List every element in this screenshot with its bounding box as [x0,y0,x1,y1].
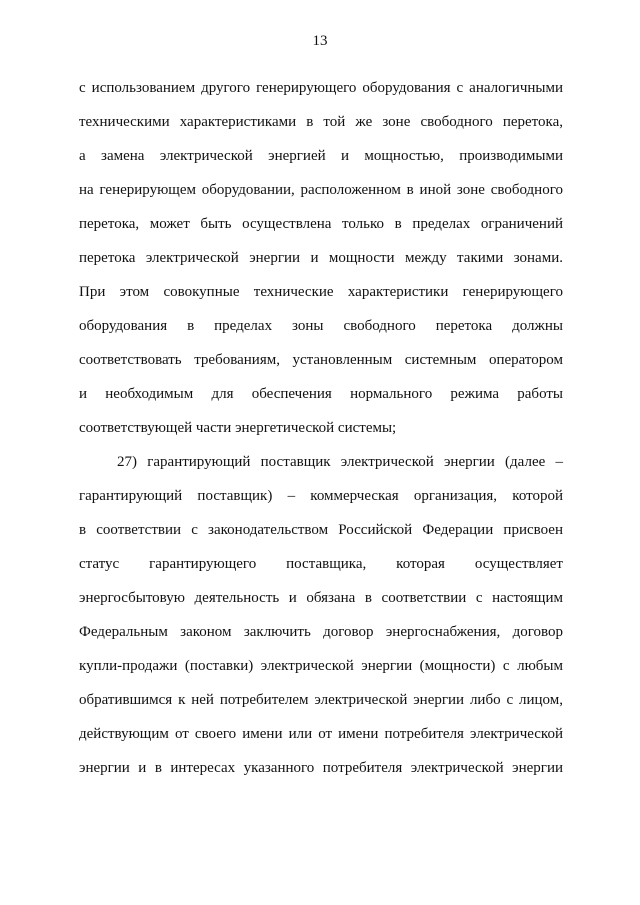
text-line: гарантирующий поставщик) – коммерческая организация, которой [79,488,563,504]
text-line: Федеральным законом заключить договор энергоснабжения, договор [79,624,563,640]
text-line: энергии и в интересах указанного потребителя электрической энергии [79,760,563,776]
text-line: соответствующей части энергетической системы; [79,420,397,436]
text-line: перетока электрической энергии и мощности между такими зонами. [79,250,563,266]
page-number: 13 [312,33,328,49]
document-body [79,78,563,792]
text-line: действующим от своего имени или от имени потребителя электрической [79,726,563,742]
text-line: в соответствии с законодательством Российской Федерации присвоен [79,522,563,538]
text-line: купли-продажи (поставки) электрической энергии (мощности) с любым [79,658,563,674]
text-line: на генерирующем оборудовании, расположенном в иной зоне свободного [79,182,563,198]
text-line: и необходимым для обеспечения нормального режима работы [79,386,563,402]
text-line: перетока, может быть осуществлена только в пределах ограничений [79,216,563,232]
text-line: При этом совокупные технические характеристики генерирующего [79,284,563,300]
text-line: статус гарантирующего поставщика, которая осуществляет [79,556,563,572]
paragraph-continuation [79,78,563,452]
text-line: энергосбытовую деятельность и обязана в соответствии с настоящим [79,590,563,606]
text-line: соответствовать требованиям, установленным системным оператором [79,352,563,368]
paragraph-item-27 [79,452,563,792]
text-line: с использованием другого генерирующего оборудования с аналогичными [79,80,563,96]
text-line: оборудования в пределах зоны свободного перетока должны [79,318,563,334]
text-line: а замена электрической энергией и мощностью, производимыми [79,148,563,164]
text-line: 27) гарантирующий поставщик электрической энергии (далее – [117,454,563,470]
text-line: обратившимся к ней потребителем электрической энергии либо с лицом, [79,692,563,708]
text-line: техническими характеристиками в той же зоне свободного перетока, [79,114,563,130]
